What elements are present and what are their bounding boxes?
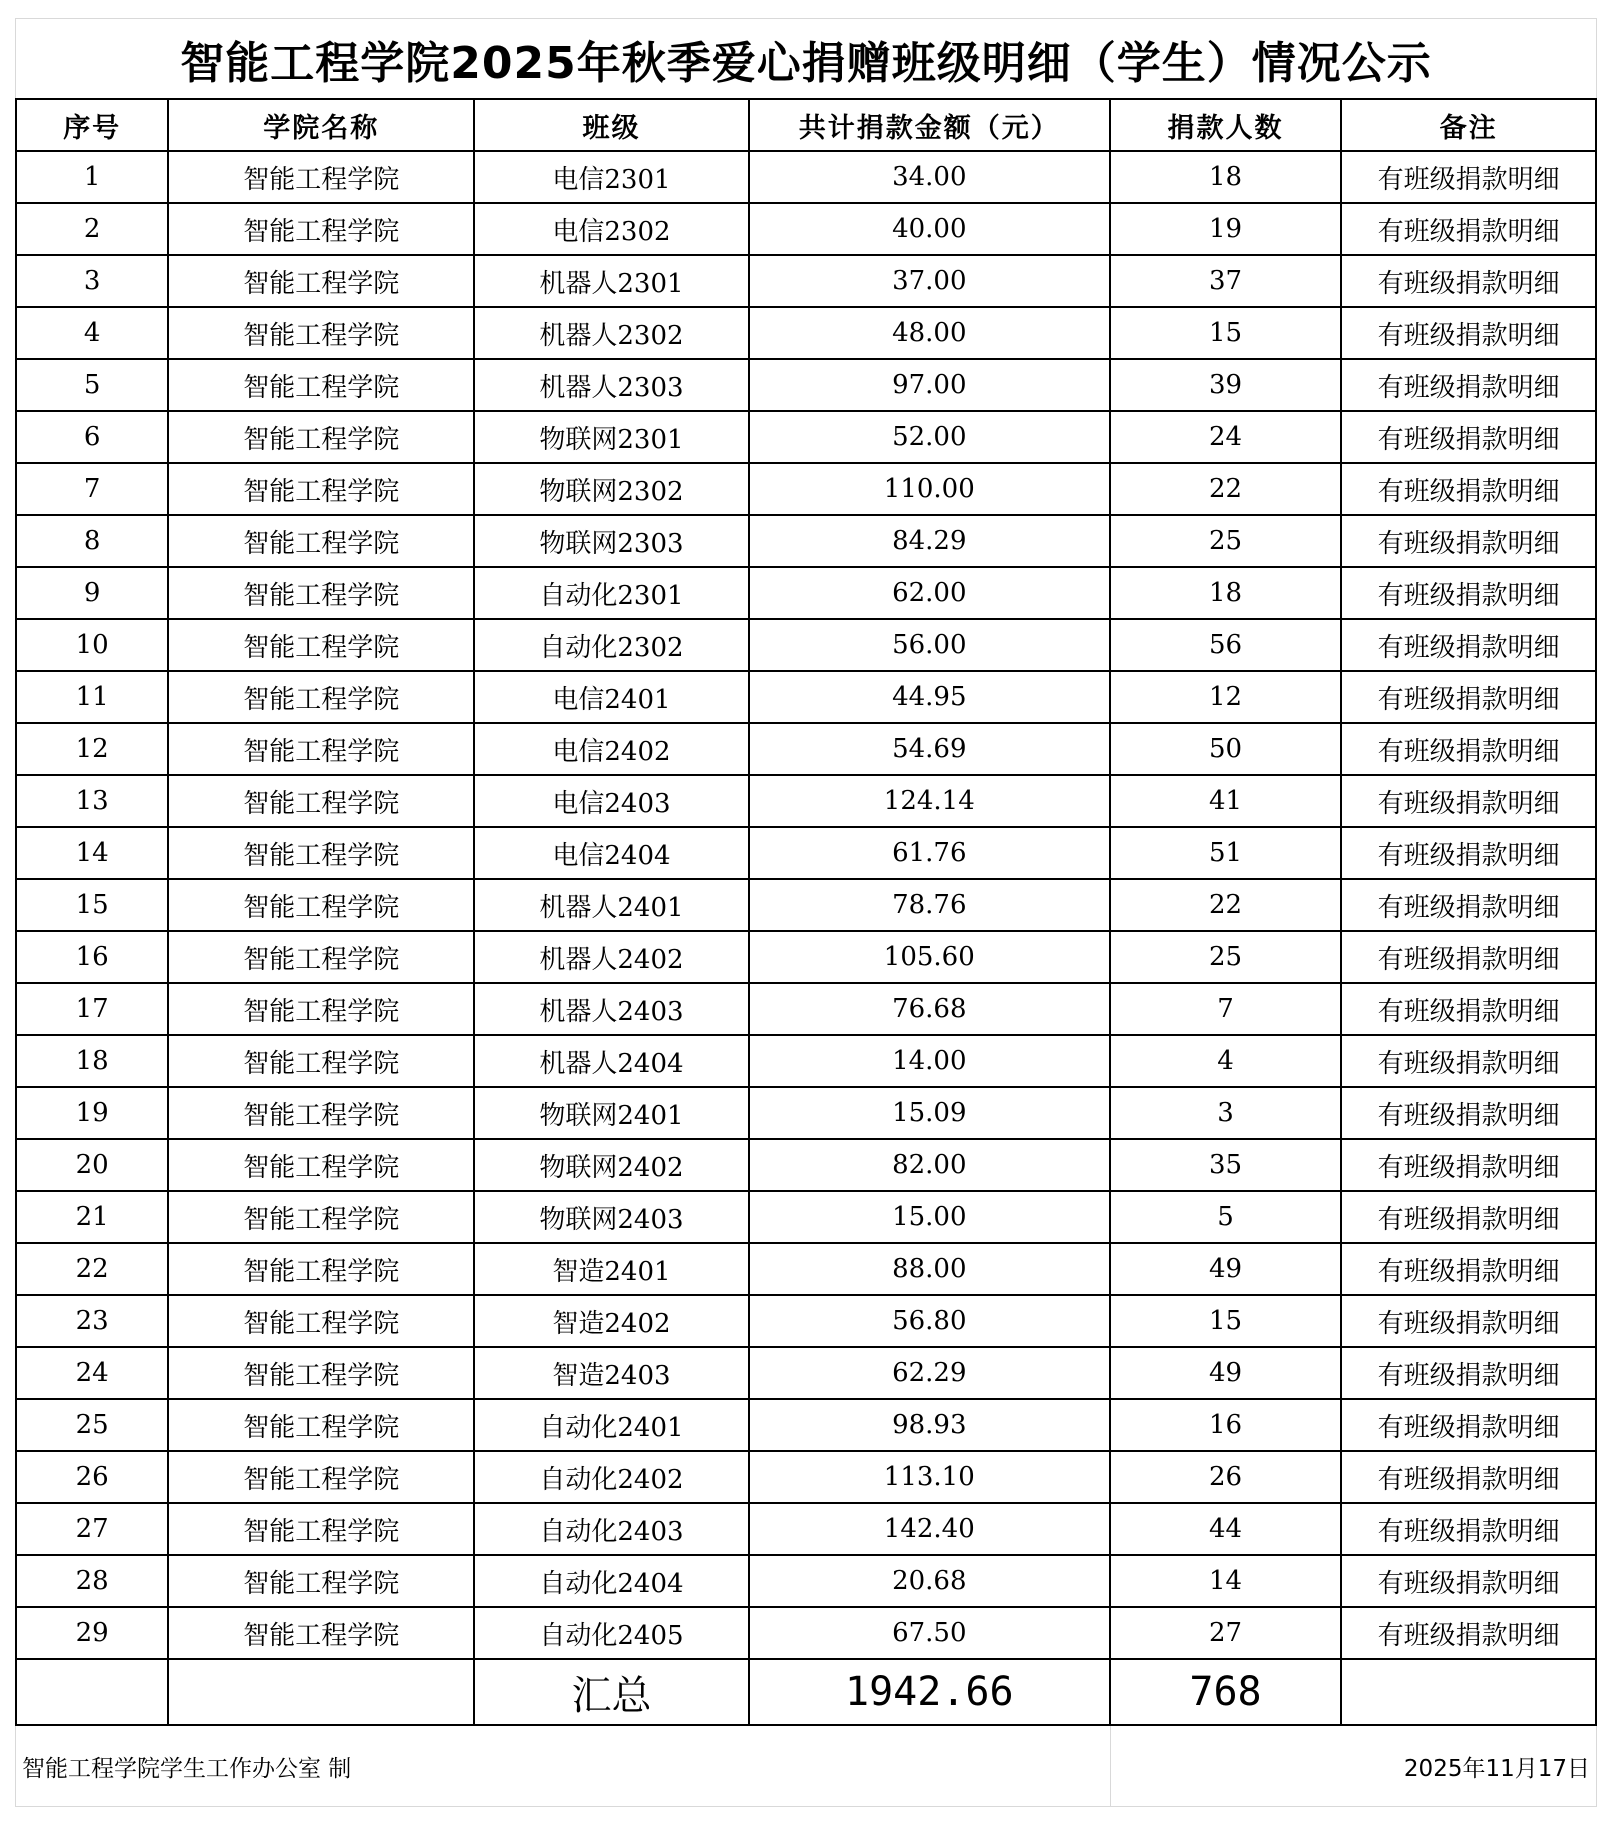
- table-row: [16, 1555, 1596, 1607]
- cell-count: 49: [1110, 1347, 1342, 1399]
- cell-class: 物联网2302: [474, 463, 749, 515]
- cell-index: 6: [16, 411, 168, 463]
- cell-count: 27: [1110, 1607, 1342, 1659]
- table-row: [16, 1347, 1596, 1399]
- cell-college: 智能工程学院: [168, 931, 474, 983]
- header-amount: 共计捐款金额（元）: [749, 99, 1110, 151]
- cell-index: 24: [16, 1347, 168, 1399]
- cell-amount: 44.95: [749, 671, 1110, 723]
- cell-class: 电信2401: [474, 671, 749, 723]
- cell-amount: 56.00: [749, 619, 1110, 671]
- cell-remark: 有班级捐款明细: [1341, 1451, 1596, 1503]
- cell-class: 机器人2402: [474, 931, 749, 983]
- cell-college: 智能工程学院: [168, 567, 474, 619]
- total-empty-cell: [1341, 1659, 1596, 1725]
- cell-remark: 有班级捐款明细: [1341, 1347, 1596, 1399]
- cell-remark: 有班级捐款明细: [1341, 1087, 1596, 1139]
- cell-college: 智能工程学院: [168, 203, 474, 255]
- table-row: [16, 931, 1596, 983]
- cell-index: 7: [16, 463, 168, 515]
- cell-amount: 15.00: [749, 1191, 1110, 1243]
- cell-count: 12: [1110, 671, 1342, 723]
- cell-index: 14: [16, 827, 168, 879]
- total-empty-cell: [168, 1659, 474, 1725]
- cell-amount: 76.68: [749, 983, 1110, 1035]
- cell-amount: 110.00: [749, 463, 1110, 515]
- table-header-row: [16, 99, 1596, 151]
- cell-count: 14: [1110, 1555, 1342, 1607]
- header-college: 学院名称: [168, 99, 474, 151]
- cell-count: 18: [1110, 567, 1342, 619]
- cell-college: 智能工程学院: [168, 1191, 474, 1243]
- total-empty-cell: [16, 1659, 168, 1725]
- cell-remark: 有班级捐款明细: [1341, 983, 1596, 1035]
- table-row: [16, 307, 1596, 359]
- cell-college: 智能工程学院: [168, 1347, 474, 1399]
- cell-class: 智造2403: [474, 1347, 749, 1399]
- cell-index: 9: [16, 567, 168, 619]
- cell-count: 18: [1110, 151, 1342, 203]
- cell-remark: 有班级捐款明细: [1341, 1243, 1596, 1295]
- header-count: 捐款人数: [1110, 99, 1342, 151]
- table-row: [16, 203, 1596, 255]
- table-row: [16, 1087, 1596, 1139]
- cell-college: 智能工程学院: [168, 1503, 474, 1555]
- cell-amount: 56.80: [749, 1295, 1110, 1347]
- table-row: [16, 983, 1596, 1035]
- cell-class: 自动化2401: [474, 1399, 749, 1451]
- cell-index: 18: [16, 1035, 168, 1087]
- cell-remark: 有班级捐款明细: [1341, 255, 1596, 307]
- cell-class: 机器人2404: [474, 1035, 749, 1087]
- cell-index: 13: [16, 775, 168, 827]
- cell-amount: 61.76: [749, 827, 1110, 879]
- cell-count: 5: [1110, 1191, 1342, 1243]
- cell-index: 2: [16, 203, 168, 255]
- cell-college: 智能工程学院: [168, 1607, 474, 1659]
- cell-remark: 有班级捐款明细: [1341, 567, 1596, 619]
- cell-amount: 62.00: [749, 567, 1110, 619]
- cell-class: 自动化2402: [474, 1451, 749, 1503]
- cell-class: 物联网2301: [474, 411, 749, 463]
- cell-index: 21: [16, 1191, 168, 1243]
- cell-index: 16: [16, 931, 168, 983]
- cell-remark: 有班级捐款明细: [1341, 931, 1596, 983]
- cell-college: 智能工程学院: [168, 723, 474, 775]
- cell-remark: 有班级捐款明细: [1341, 1399, 1596, 1451]
- cell-class: 机器人2401: [474, 879, 749, 931]
- table-row: [16, 151, 1596, 203]
- donation-table: [15, 98, 1597, 1726]
- cell-college: 智能工程学院: [168, 671, 474, 723]
- cell-index: 17: [16, 983, 168, 1035]
- cell-remark: 有班级捐款明细: [1341, 515, 1596, 567]
- cell-remark: 有班级捐款明细: [1341, 1503, 1596, 1555]
- cell-count: 24: [1110, 411, 1342, 463]
- cell-count: 56: [1110, 619, 1342, 671]
- header-class: 班级: [474, 99, 749, 151]
- cell-college: 智能工程学院: [168, 1035, 474, 1087]
- cell-college: 智能工程学院: [168, 775, 474, 827]
- cell-amount: 82.00: [749, 1139, 1110, 1191]
- cell-class: 自动化2302: [474, 619, 749, 671]
- cell-remark: 有班级捐款明细: [1341, 411, 1596, 463]
- cell-amount: 88.00: [749, 1243, 1110, 1295]
- cell-college: 智能工程学院: [168, 255, 474, 307]
- cell-amount: 105.60: [749, 931, 1110, 983]
- cell-college: 智能工程学院: [168, 1399, 474, 1451]
- cell-index: 4: [16, 307, 168, 359]
- cell-index: 25: [16, 1399, 168, 1451]
- cell-college: 智能工程学院: [168, 411, 474, 463]
- cell-amount: 84.29: [749, 515, 1110, 567]
- cell-remark: 有班级捐款明细: [1341, 619, 1596, 671]
- cell-count: 19: [1110, 203, 1342, 255]
- cell-college: 智能工程学院: [168, 619, 474, 671]
- cell-index: 23: [16, 1295, 168, 1347]
- cell-amount: 34.00: [749, 151, 1110, 203]
- cell-college: 智能工程学院: [168, 1555, 474, 1607]
- cell-remark: 有班级捐款明细: [1341, 307, 1596, 359]
- cell-index: 29: [16, 1607, 168, 1659]
- cell-class: 物联网2402: [474, 1139, 749, 1191]
- cell-class: 机器人2302: [474, 307, 749, 359]
- cell-college: 智能工程学院: [168, 1087, 474, 1139]
- cell-class: 自动化2404: [474, 1555, 749, 1607]
- cell-count: 41: [1110, 775, 1342, 827]
- total-label: 汇总: [474, 1659, 749, 1725]
- cell-amount: 124.14: [749, 775, 1110, 827]
- cell-class: 自动化2405: [474, 1607, 749, 1659]
- cell-class: 机器人2403: [474, 983, 749, 1035]
- table-row: [16, 411, 1596, 463]
- table-row: [16, 1399, 1596, 1451]
- table-row: [16, 463, 1596, 515]
- cell-college: 智能工程学院: [168, 359, 474, 411]
- total-count: 768: [1110, 1659, 1342, 1725]
- table-row: [16, 1243, 1596, 1295]
- cell-count: 50: [1110, 723, 1342, 775]
- cell-class: 自动化2301: [474, 567, 749, 619]
- cell-count: 7: [1110, 983, 1342, 1035]
- cell-amount: 78.76: [749, 879, 1110, 931]
- cell-remark: 有班级捐款明细: [1341, 775, 1596, 827]
- cell-index: 5: [16, 359, 168, 411]
- footer-bar: [15, 1726, 1597, 1807]
- cell-index: 12: [16, 723, 168, 775]
- table-row: [16, 671, 1596, 723]
- table-row: [16, 1139, 1596, 1191]
- cell-count: 26: [1110, 1451, 1342, 1503]
- cell-class: 物联网2303: [474, 515, 749, 567]
- cell-count: 3: [1110, 1087, 1342, 1139]
- cell-remark: 有班级捐款明细: [1341, 1191, 1596, 1243]
- cell-amount: 142.40: [749, 1503, 1110, 1555]
- table-row: [16, 1607, 1596, 1659]
- cell-count: 4: [1110, 1035, 1342, 1087]
- cell-college: 智能工程学院: [168, 151, 474, 203]
- cell-college: 智能工程学院: [168, 515, 474, 567]
- table-row: [16, 879, 1596, 931]
- cell-count: 25: [1110, 931, 1342, 983]
- cell-class: 自动化2403: [474, 1503, 749, 1555]
- cell-college: 智能工程学院: [168, 463, 474, 515]
- table-row: [16, 359, 1596, 411]
- table-body: [16, 151, 1596, 1659]
- cell-amount: 97.00: [749, 359, 1110, 411]
- cell-amount: 52.00: [749, 411, 1110, 463]
- cell-index: 27: [16, 1503, 168, 1555]
- cell-remark: 有班级捐款明细: [1341, 1555, 1596, 1607]
- cell-remark: 有班级捐款明细: [1341, 723, 1596, 775]
- cell-class: 电信2404: [474, 827, 749, 879]
- cell-class: 智造2402: [474, 1295, 749, 1347]
- cell-index: 22: [16, 1243, 168, 1295]
- cell-amount: 40.00: [749, 203, 1110, 255]
- cell-college: 智能工程学院: [168, 1451, 474, 1503]
- cell-index: 1: [16, 151, 168, 203]
- page-title: 智能工程学院2025年秋季爱心捐赠班级明细（学生）情况公示: [180, 38, 1432, 89]
- cell-remark: 有班级捐款明细: [1341, 1607, 1596, 1659]
- cell-class: 物联网2401: [474, 1087, 749, 1139]
- cell-count: 22: [1110, 879, 1342, 931]
- cell-index: 3: [16, 255, 168, 307]
- cell-amount: 62.29: [749, 1347, 1110, 1399]
- cell-amount: 98.93: [749, 1399, 1110, 1451]
- footer-date: 2025年11月17日: [1403, 1756, 1590, 1782]
- table-row: [16, 827, 1596, 879]
- table-row: [16, 255, 1596, 307]
- cell-index: 20: [16, 1139, 168, 1191]
- cell-amount: 14.00: [749, 1035, 1110, 1087]
- cell-remark: 有班级捐款明细: [1341, 1139, 1596, 1191]
- cell-index: 8: [16, 515, 168, 567]
- cell-amount: 113.10: [749, 1451, 1110, 1503]
- cell-count: 35: [1110, 1139, 1342, 1191]
- cell-amount: 48.00: [749, 307, 1110, 359]
- cell-class: 电信2403: [474, 775, 749, 827]
- cell-remark: 有班级捐款明细: [1341, 151, 1596, 203]
- cell-index: 10: [16, 619, 168, 671]
- cell-amount: 37.00: [749, 255, 1110, 307]
- table-row: [16, 567, 1596, 619]
- cell-remark: 有班级捐款明细: [1341, 203, 1596, 255]
- cell-amount: 67.50: [749, 1607, 1110, 1659]
- cell-amount: 54.69: [749, 723, 1110, 775]
- cell-class: 机器人2301: [474, 255, 749, 307]
- table-row: [16, 775, 1596, 827]
- table-row: [16, 1503, 1596, 1555]
- header-remark: 备注: [1341, 99, 1596, 151]
- cell-class: 电信2302: [474, 203, 749, 255]
- cell-college: 智能工程学院: [168, 827, 474, 879]
- title-bar: [15, 18, 1597, 99]
- table-row: [16, 619, 1596, 671]
- cell-count: 16: [1110, 1399, 1342, 1451]
- total-amount: 1942.66: [749, 1659, 1110, 1725]
- table-row: [16, 1451, 1596, 1503]
- cell-remark: 有班级捐款明细: [1341, 827, 1596, 879]
- table-row: [16, 1295, 1596, 1347]
- cell-index: 28: [16, 1555, 168, 1607]
- cell-count: 22: [1110, 463, 1342, 515]
- table-row: [16, 1035, 1596, 1087]
- cell-college: 智能工程学院: [168, 1243, 474, 1295]
- cell-remark: 有班级捐款明细: [1341, 359, 1596, 411]
- cell-remark: 有班级捐款明细: [1341, 463, 1596, 515]
- cell-count: 25: [1110, 515, 1342, 567]
- table-row: [16, 723, 1596, 775]
- cell-class: 电信2402: [474, 723, 749, 775]
- cell-college: 智能工程学院: [168, 879, 474, 931]
- table-row: [16, 515, 1596, 567]
- cell-college: 智能工程学院: [168, 1139, 474, 1191]
- cell-college: 智能工程学院: [168, 307, 474, 359]
- header-index: 序号: [16, 99, 168, 151]
- cell-count: 15: [1110, 1295, 1342, 1347]
- table-row: [16, 1191, 1596, 1243]
- cell-remark: 有班级捐款明细: [1341, 1035, 1596, 1087]
- total-row: [16, 1659, 1596, 1725]
- cell-amount: 15.09: [749, 1087, 1110, 1139]
- cell-college: 智能工程学院: [168, 1295, 474, 1347]
- cell-index: 26: [16, 1451, 168, 1503]
- cell-class: 机器人2303: [474, 359, 749, 411]
- cell-count: 49: [1110, 1243, 1342, 1295]
- cell-index: 19: [16, 1087, 168, 1139]
- cell-amount: 20.68: [749, 1555, 1110, 1607]
- cell-count: 37: [1110, 255, 1342, 307]
- cell-remark: 有班级捐款明细: [1341, 671, 1596, 723]
- cell-class: 物联网2403: [474, 1191, 749, 1243]
- cell-count: 51: [1110, 827, 1342, 879]
- cell-remark: 有班级捐款明细: [1341, 879, 1596, 931]
- cell-remark: 有班级捐款明细: [1341, 1295, 1596, 1347]
- cell-class: 电信2301: [474, 151, 749, 203]
- footer-maker: 智能工程学院学生工作办公室 制: [22, 1756, 352, 1782]
- cell-class: 智造2401: [474, 1243, 749, 1295]
- cell-count: 15: [1110, 307, 1342, 359]
- footer-divider: [1110, 1726, 1111, 1806]
- cell-index: 15: [16, 879, 168, 931]
- cell-college: 智能工程学院: [168, 983, 474, 1035]
- cell-index: 11: [16, 671, 168, 723]
- cell-count: 39: [1110, 359, 1342, 411]
- cell-count: 44: [1110, 1503, 1342, 1555]
